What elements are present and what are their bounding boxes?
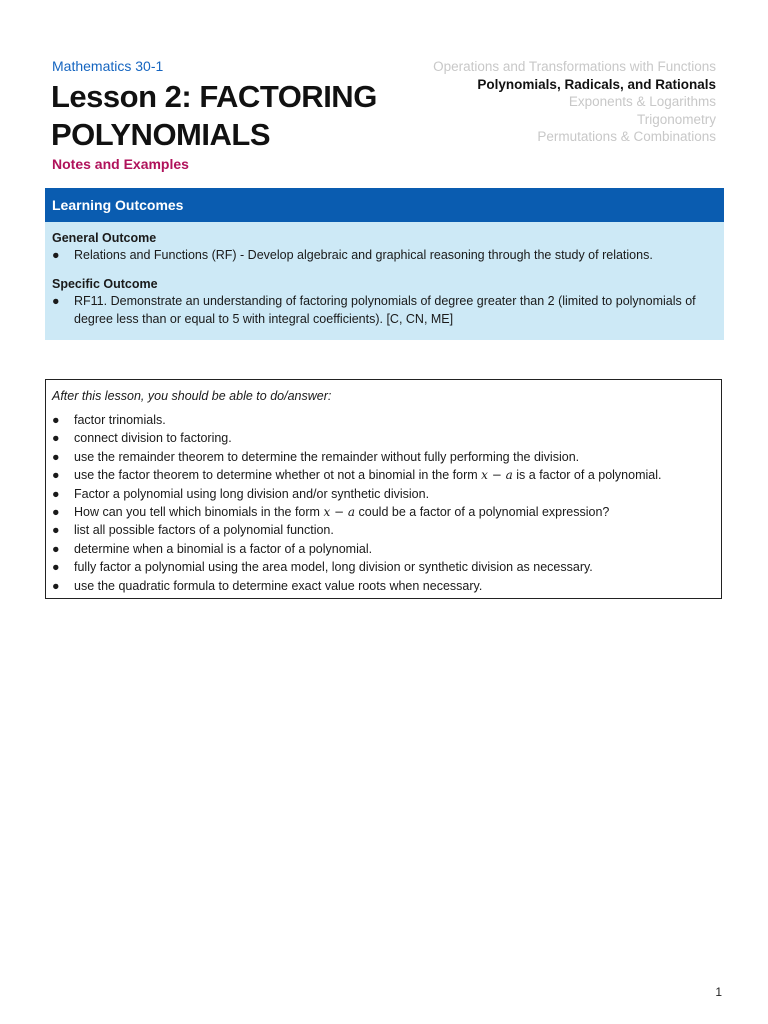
- objective-item: [52, 466, 713, 484]
- bullet-icon: ●: [52, 468, 60, 483]
- lesson-title: Lesson 2: FACTORING POLYNOMIALS: [51, 79, 377, 152]
- bullet-icon: ●: [52, 486, 60, 501]
- objective-text-part: is a factor of a polynomial.: [516, 468, 662, 483]
- objective-text: connect division to factoring.: [74, 431, 232, 446]
- objective-item: [52, 485, 713, 503]
- bullet-icon: ●: [52, 541, 60, 556]
- bullet-icon: ●: [52, 248, 60, 262]
- objective-item: [52, 521, 713, 539]
- math-expression: x − a: [323, 505, 356, 520]
- page-number: 1: [715, 985, 722, 999]
- objective-item: [52, 577, 713, 595]
- objective-text: determine when a binomial is a factor of a polynomial.: [74, 541, 373, 556]
- bullet-icon: ●: [52, 449, 60, 464]
- objective-item: [52, 448, 713, 466]
- objectives-intro: After this lesson, you should be able to do/answer:: [52, 389, 332, 403]
- general-outcome-text: Relations and Functions (RF) - Develop algebraic and graphical reasoning through the study of relations.: [74, 248, 653, 262]
- objective-text-part: use the factor theorem to determine whether ot not a binomial in the form: [74, 468, 478, 483]
- general-outcome-label: General Outcome: [52, 231, 157, 245]
- objective-text-part: How can you tell which binomials in the form: [74, 505, 320, 520]
- unit-item-trigonometry: Trigonometry: [636, 111, 716, 127]
- bullet-icon: ●: [52, 431, 60, 446]
- bullet-icon: ●: [52, 505, 60, 520]
- specific-outcome-label: Specific Outcome: [52, 277, 158, 291]
- specific-outcome-item: [52, 292, 717, 328]
- objective-text: factor trinomials.: [74, 413, 166, 427]
- lesson-subtitle: Notes and Examples: [52, 156, 189, 172]
- objective-text: Factor a polynomial using long division and/or synthetic division.: [74, 486, 430, 501]
- unit-item-polynomials: Polynomials, Radicals, and Rationals: [477, 76, 716, 92]
- bullet-icon: ●: [52, 578, 60, 593]
- bullet-icon: ●: [52, 523, 60, 538]
- objective-text: [74, 466, 713, 484]
- objective-item: [52, 540, 713, 558]
- lesson-objectives-box: [45, 379, 722, 599]
- objective-item: [52, 558, 713, 576]
- specific-outcome: [45, 264, 724, 328]
- unit-item-permutations: Permutations & Combinations: [537, 129, 716, 144]
- bullet-icon: ●: [52, 294, 60, 308]
- objective-text: use the remainder theorem to determine the remainder without fully performing the division.: [74, 449, 580, 464]
- objective-text: list all possible factors of a polynomial function.: [74, 523, 334, 538]
- specific-outcome-text: RF11. Demonstrate an understanding of factoring polynomials of degree greater than 2 (limited to polynomials of degree less than or equal to 5 with integral coefficients). [C, CN, ME]: [74, 294, 696, 326]
- bullet-icon: ●: [52, 560, 60, 575]
- learning-outcomes-panel: [45, 188, 724, 340]
- unit-item-functions: Operations and Transformations with Functions: [433, 59, 716, 74]
- objective-text: fully factor a polynomial using the area model, long division or synthetic division as necessary.: [74, 560, 593, 575]
- learning-outcomes-heading: Learning Outcomes: [45, 188, 724, 222]
- objective-item: [52, 429, 713, 447]
- general-outcome-item: [52, 246, 717, 264]
- objective-item: [52, 411, 713, 429]
- objective-text: [74, 503, 713, 521]
- objective-item: [52, 503, 713, 521]
- objective-text-part: could be a factor of a polynomial expression?: [358, 505, 610, 520]
- unit-item-exponents: Exponents & Logarithms: [568, 94, 716, 109]
- course-name: Mathematics 30-1: [52, 58, 164, 74]
- general-outcome: [45, 222, 724, 264]
- bullet-icon: ●: [52, 413, 60, 427]
- math-expression: x − a: [481, 468, 513, 483]
- objective-text: use the quadratic formula to determine exact value roots when necessary.: [74, 578, 483, 593]
- unit-list: [433, 58, 716, 146]
